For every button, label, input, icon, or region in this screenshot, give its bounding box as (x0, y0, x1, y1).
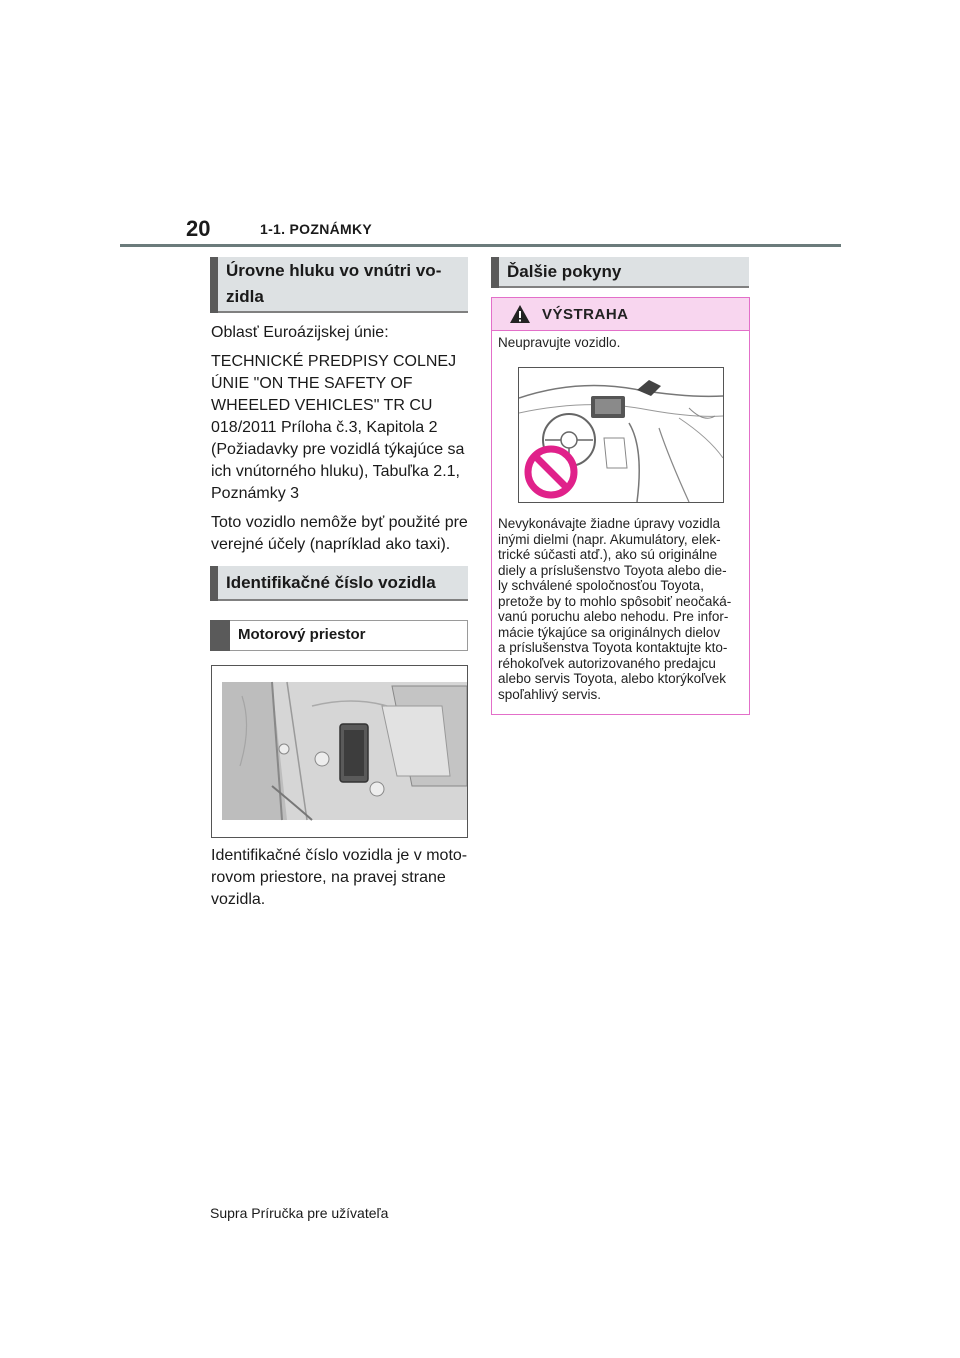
page-number: 20 (186, 216, 211, 241)
subheading-engine-bay (210, 620, 468, 651)
text-line: trické súčasti atď.), ako sú originálne (498, 547, 718, 562)
subheading-text: Motorový priestor (238, 626, 366, 643)
warning-triangle-icon (509, 304, 531, 324)
paragraph-taxi (211, 512, 471, 556)
section-heading-further (491, 257, 749, 288)
prohibition-sign-icon (528, 449, 574, 495)
noise-body (211, 322, 471, 556)
text-line: réhokoľvek autorizovaného predajcu (498, 655, 716, 671)
text-line: WHEELED VEHICLES" TR CU (211, 397, 433, 414)
text-line: diely a príslušenstvo Toyota alebo die- (498, 562, 727, 578)
section-heading-text: Ďalšie pokyny (507, 262, 622, 281)
text-line: alebo servis Toyota, alebo ktorýkoľvek (498, 671, 727, 686)
header-rule (120, 244, 841, 247)
chapter-title: 1-1. POZNÁMKY (260, 221, 373, 237)
section-heading-text: Identifikačné číslo vozidla (226, 573, 436, 592)
section-heading-noise (210, 257, 468, 313)
text-line: TECHNICKÉ PREDPISY COLNEJ (211, 353, 457, 370)
section-heading-line-1: Úrovne hluku vo vnútri vo- (226, 261, 442, 280)
engine-bay-illustration (211, 665, 468, 838)
section-heading-bar (210, 566, 218, 601)
text-line: Toto vozidlo nemôže byť použité pre (211, 514, 468, 531)
engine-bay-drawing (212, 666, 467, 837)
text-line: ich vnútorného hluku), Tabuľka 2.1, (211, 463, 460, 480)
text-line: rovom priestore, na pravej strane (211, 869, 446, 886)
text-line: vozidla. (211, 891, 266, 908)
paragraph-regulation (211, 351, 471, 505)
section-heading-bar (491, 257, 499, 288)
dashboard-illustration (518, 367, 724, 503)
subheading-marker (210, 620, 230, 651)
text-line: Poznámky 3 (211, 485, 300, 502)
paragraph-region: Oblasť Euroázijskej únie: (211, 324, 389, 341)
text-line: vanú poruchu alebo nehodu. Pre infor- (498, 609, 729, 624)
text-line: verejné účely (napríklad ako taxi). (211, 536, 451, 553)
dashboard-drawing (519, 368, 723, 502)
text-line: ly schválené spoločnosťou Toyota, (498, 578, 704, 593)
text-line: Identifikačné číslo vozidla je v moto- (211, 847, 468, 864)
warning-title: VÝSTRAHA (542, 306, 629, 323)
footer-text: Supra Príručka pre užívateľa (210, 1205, 389, 1221)
warning-header (492, 298, 749, 331)
text-line: Nevykonávajte žiadne úpravy vozidla (498, 516, 721, 531)
text-line: 018/2011 Príloha č.3, Kapitola 2 (211, 419, 438, 436)
text-line: inými dielmi (napr. Akumulátory, elek- (498, 531, 721, 547)
section-heading-line-2: zidla (226, 287, 264, 306)
warning-body (498, 516, 748, 702)
warning-box (491, 297, 750, 715)
text-line: (Požiadavky pre vozidlá týkajúce sa (211, 441, 465, 458)
vin-caption (211, 845, 473, 911)
text-line: ÚNIE "ON THE SAFETY OF (211, 375, 413, 392)
warning-intro: Neupravujte vozidlo. (498, 335, 621, 350)
section-heading-vin (210, 566, 468, 601)
text-line: pretože by to mohlo spôsobiť neočaká- (498, 593, 732, 609)
text-line: a príslušenstva Toyota kontaktujte kto- (498, 640, 728, 655)
text-line: mácie týkajúce sa originálnych dielov (498, 624, 721, 640)
section-heading-bar (210, 257, 218, 313)
text-line: spoľahlivý servis. (498, 686, 601, 702)
